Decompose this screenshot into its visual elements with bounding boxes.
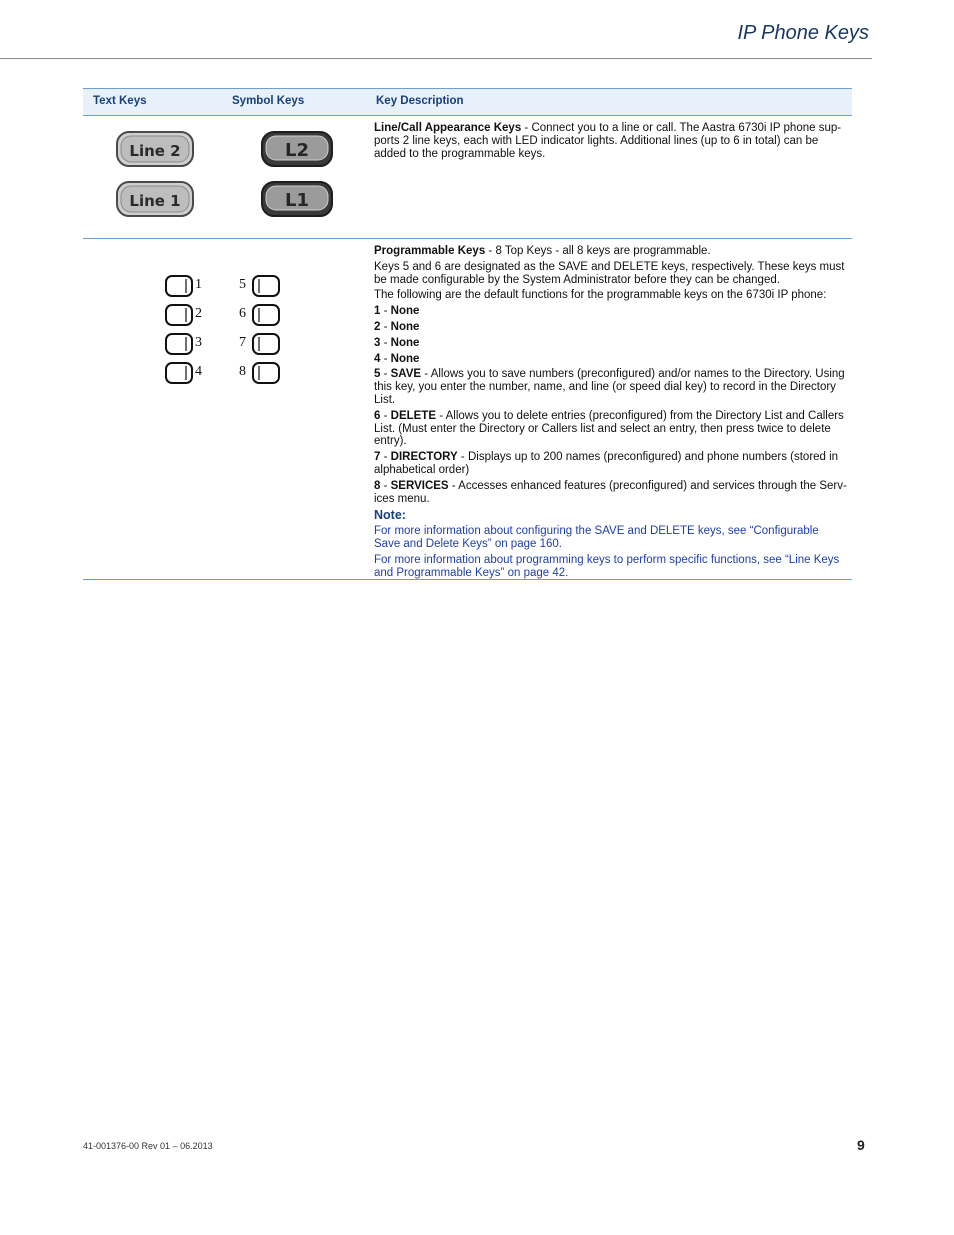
key-number-3: 3 (195, 335, 202, 350)
col-header-symbol-keys: Symbol Keys (232, 95, 305, 107)
list-item: 3 - None (374, 336, 420, 349)
key-number-6: 6 (239, 306, 246, 321)
item-name: None (390, 336, 420, 349)
item-num: 4 (374, 352, 381, 365)
key-number-2: 2 (195, 306, 202, 321)
programmable-keys-right-icon (251, 275, 281, 391)
item-num: 3 (374, 336, 381, 349)
item-text: - Allows you to delete entries (preconfigured) from the Directory List and Callers List. (Must enter the Directory or Callers list and select an entry, then press twice to delete entry). (374, 409, 844, 448)
item-num: 2 (374, 320, 381, 333)
table-row-line-keys (83, 116, 852, 239)
list-item: 7 - DIRECTORY - Displays up to 200 names (preconfigured) and phone numbers (stored in alphabetical order) (374, 451, 839, 476)
page-title: IP Phone Keys (737, 22, 869, 44)
line-keys-title: Line/Call Appearance Keys (374, 122, 522, 134)
l1-key-label: L1 (285, 190, 309, 211)
item-name: SERVICES (390, 479, 449, 492)
item-name: DIRECTORY (390, 451, 458, 464)
item-name: None (390, 352, 420, 365)
l2-key-label: L2 (285, 140, 309, 161)
footer-page-number: 9 (857, 1137, 865, 1153)
item-text: - Displays up to 200 names (preconfigured) and phone numbers (stored in alphabetical order) (374, 451, 839, 476)
list-item: 2 - None (374, 320, 420, 333)
programmable-keys-intro: - 8 Top Keys - all 8 keys are programmable. (485, 245, 711, 257)
item-text: - Allows you to save numbers (preconfigured) and/or names to the Directory. Using this key, you enter the number, name, and line (or speed dial key) to record in the Directory List. (374, 368, 845, 406)
l1-key-icon (260, 180, 334, 218)
list-item: 4 - None (374, 352, 420, 365)
key-table (83, 88, 852, 580)
item-name: None (390, 320, 420, 333)
table-header (83, 88, 852, 116)
line-keys-description (374, 122, 848, 163)
header-rule (0, 58, 872, 59)
col-header-key-description: Key Description (376, 95, 464, 107)
key-number-5: 5 (239, 277, 246, 292)
programmable-keys-description (374, 245, 848, 582)
line-2-key-label: Line 2 (129, 142, 181, 160)
note-link-line-programmable-keys[interactable]: For more information about programming keys to perform specific functions, see “Line Keys and Programmable Keys” on page 42. (374, 553, 840, 579)
item-name: DELETE (390, 409, 437, 422)
key-number-1: 1 (195, 277, 202, 292)
key-number-4: 4 (195, 364, 202, 379)
list-item: 5 - SAVE - Allows you to save numbers (preconfigured) and/or names to the Directory. Using this key, you enter the number, name, and line (or speed dial key) to record in the Directory List. (374, 368, 845, 406)
item-name: None (390, 305, 420, 318)
footer-doc-id: 41-001376-00 Rev 01 – 06.2013 (83, 1141, 213, 1151)
table-row-programmable-keys (83, 239, 852, 580)
line-1-key-icon (115, 180, 195, 218)
line-1-key-label: Line 1 (129, 192, 181, 210)
list-item: 8 - SERVICES - Accesses enhanced features (preconfigured) and services through the Serv-ices menu. (374, 479, 847, 505)
programmable-keys-left-icon (164, 275, 194, 391)
key-number-8: 8 (239, 364, 246, 379)
line-keys-text: - Connect you to a line or call. The Aastra 6730i IP phone sup-ports 2 line keys, each with LED indicator lights. Additional lines (up to 6 in total) can be added to the programmable keys. (374, 122, 842, 160)
note-heading: Note: (374, 508, 406, 523)
key-number-7: 7 (239, 335, 246, 350)
col-header-text-keys: Text Keys (93, 95, 147, 107)
list-item: 6 - DELETE - Allows you to delete entries (preconfigured) from the Directory List and Callers List. (Must enter the Directory or Callers list and select an entry, then press twice to delete entry). (374, 409, 844, 448)
note-link-configurable-save-delete[interactable]: For more information about configuring the SAVE and DELETE keys, see “Configurable Save and Delete Keys” on page 160. (374, 525, 819, 550)
programmable-keys-title: Programmable Keys (374, 245, 486, 257)
programmable-keys-para2: The following are the default functions for the programmable keys on the 6730i IP phone: (374, 289, 827, 302)
item-num: 5 (374, 368, 381, 381)
l2-key-icon (260, 130, 334, 168)
item-num: 7 (374, 451, 381, 464)
line-2-key-icon (115, 130, 195, 168)
list-item: 1 - None (374, 305, 420, 318)
item-num: 1 (374, 305, 381, 318)
item-name: SAVE (390, 368, 422, 381)
programmable-keys-para1: Keys 5 and 6 are designated as the SAVE and DELETE keys, respectively. These keys must be made configurable by the System Administrator before they can be changed. (374, 260, 845, 286)
item-num: 8 (374, 479, 381, 492)
item-num: 6 (374, 409, 381, 422)
item-text: - Accesses enhanced features (preconfigured) and services through the Serv-ices menu. (374, 479, 847, 505)
